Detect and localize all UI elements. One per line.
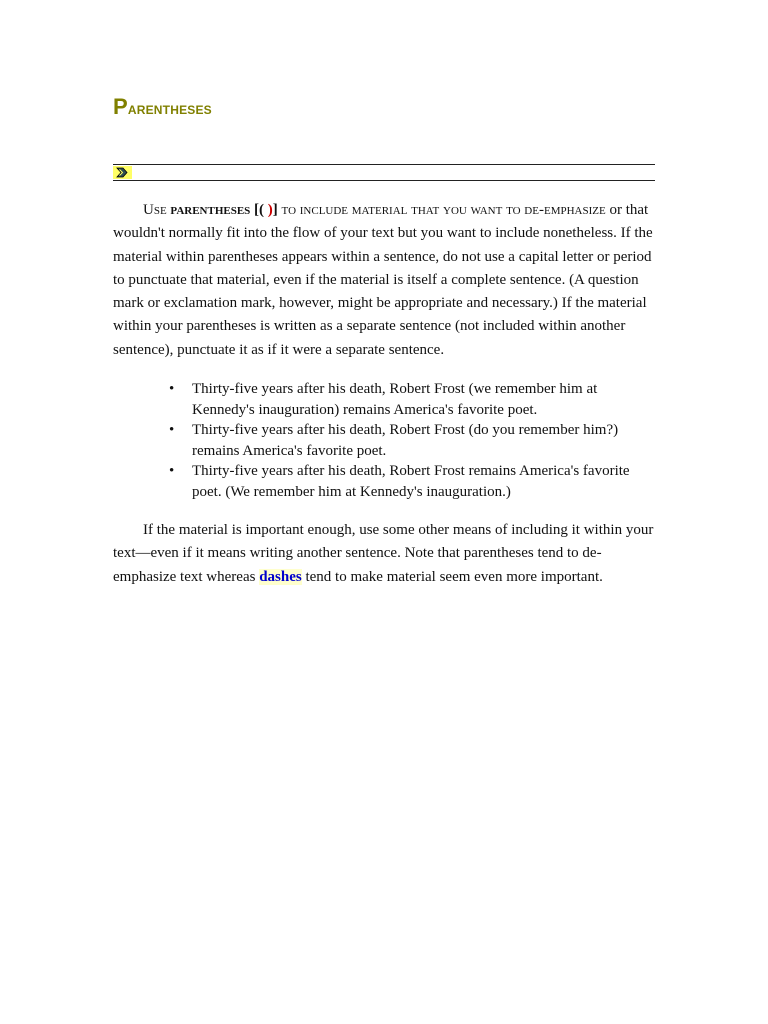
intro-body: or that wouldn't normally fit into the flow of your text but you want to include nonetheless. If the material within parentheses appears within a sentence, do not use a capital letter or period to punctuate that material, even if the material is itself a complete sentence. (A question mark or exclamation mark, however, might be appropriate and necessary.) If the material within your parentheses is written as a separate sentence (not included within another sentence), punctuate it as if it were a separate sentence. bbox=[113, 202, 653, 358]
bracket-close: ] bbox=[272, 202, 278, 218]
yellow-arrow-nav-icon[interactable] bbox=[113, 166, 132, 179]
title-initial: P bbox=[113, 94, 128, 119]
bracket-open: [( bbox=[250, 202, 265, 218]
term-parentheses: parentheses bbox=[170, 202, 251, 218]
nav-bar bbox=[113, 164, 655, 181]
arrow-glyph-icon bbox=[116, 167, 129, 178]
closing-before-link: If the material is important enough, use some other means of including it within your text—even if it means writing another sentence. Note that parentheses tend to de-emphasize text whereas bbox=[113, 522, 654, 585]
closing-paragraph bbox=[113, 519, 655, 589]
list-item: • Thirty-five years after his death, Robert Frost (do you remember him?) remains America's favorite poet. bbox=[113, 420, 655, 461]
dashes-link[interactable]: dashes bbox=[259, 568, 302, 585]
title-rest: arentheses bbox=[127, 99, 212, 118]
paren-close: ) bbox=[267, 202, 273, 218]
list-item: • Thirty-five years after his death, Robert Frost remains America's favorite poet. (We remember him at Kennedy's inauguration.) bbox=[113, 461, 655, 502]
page-title bbox=[113, 94, 212, 122]
list-item: • Thirty-five years after his death, Robert Frost (we remember him at Kennedy's inauguration) remains America's favorite poet. bbox=[113, 379, 655, 420]
intro-after-term: to include material that you want to de-emphasize bbox=[277, 202, 606, 218]
closing-after-link: tend to make material seem even more important. bbox=[301, 568, 603, 585]
intro-lead: Use bbox=[143, 202, 171, 218]
intro-paragraph bbox=[113, 199, 655, 362]
example-list bbox=[113, 379, 655, 502]
